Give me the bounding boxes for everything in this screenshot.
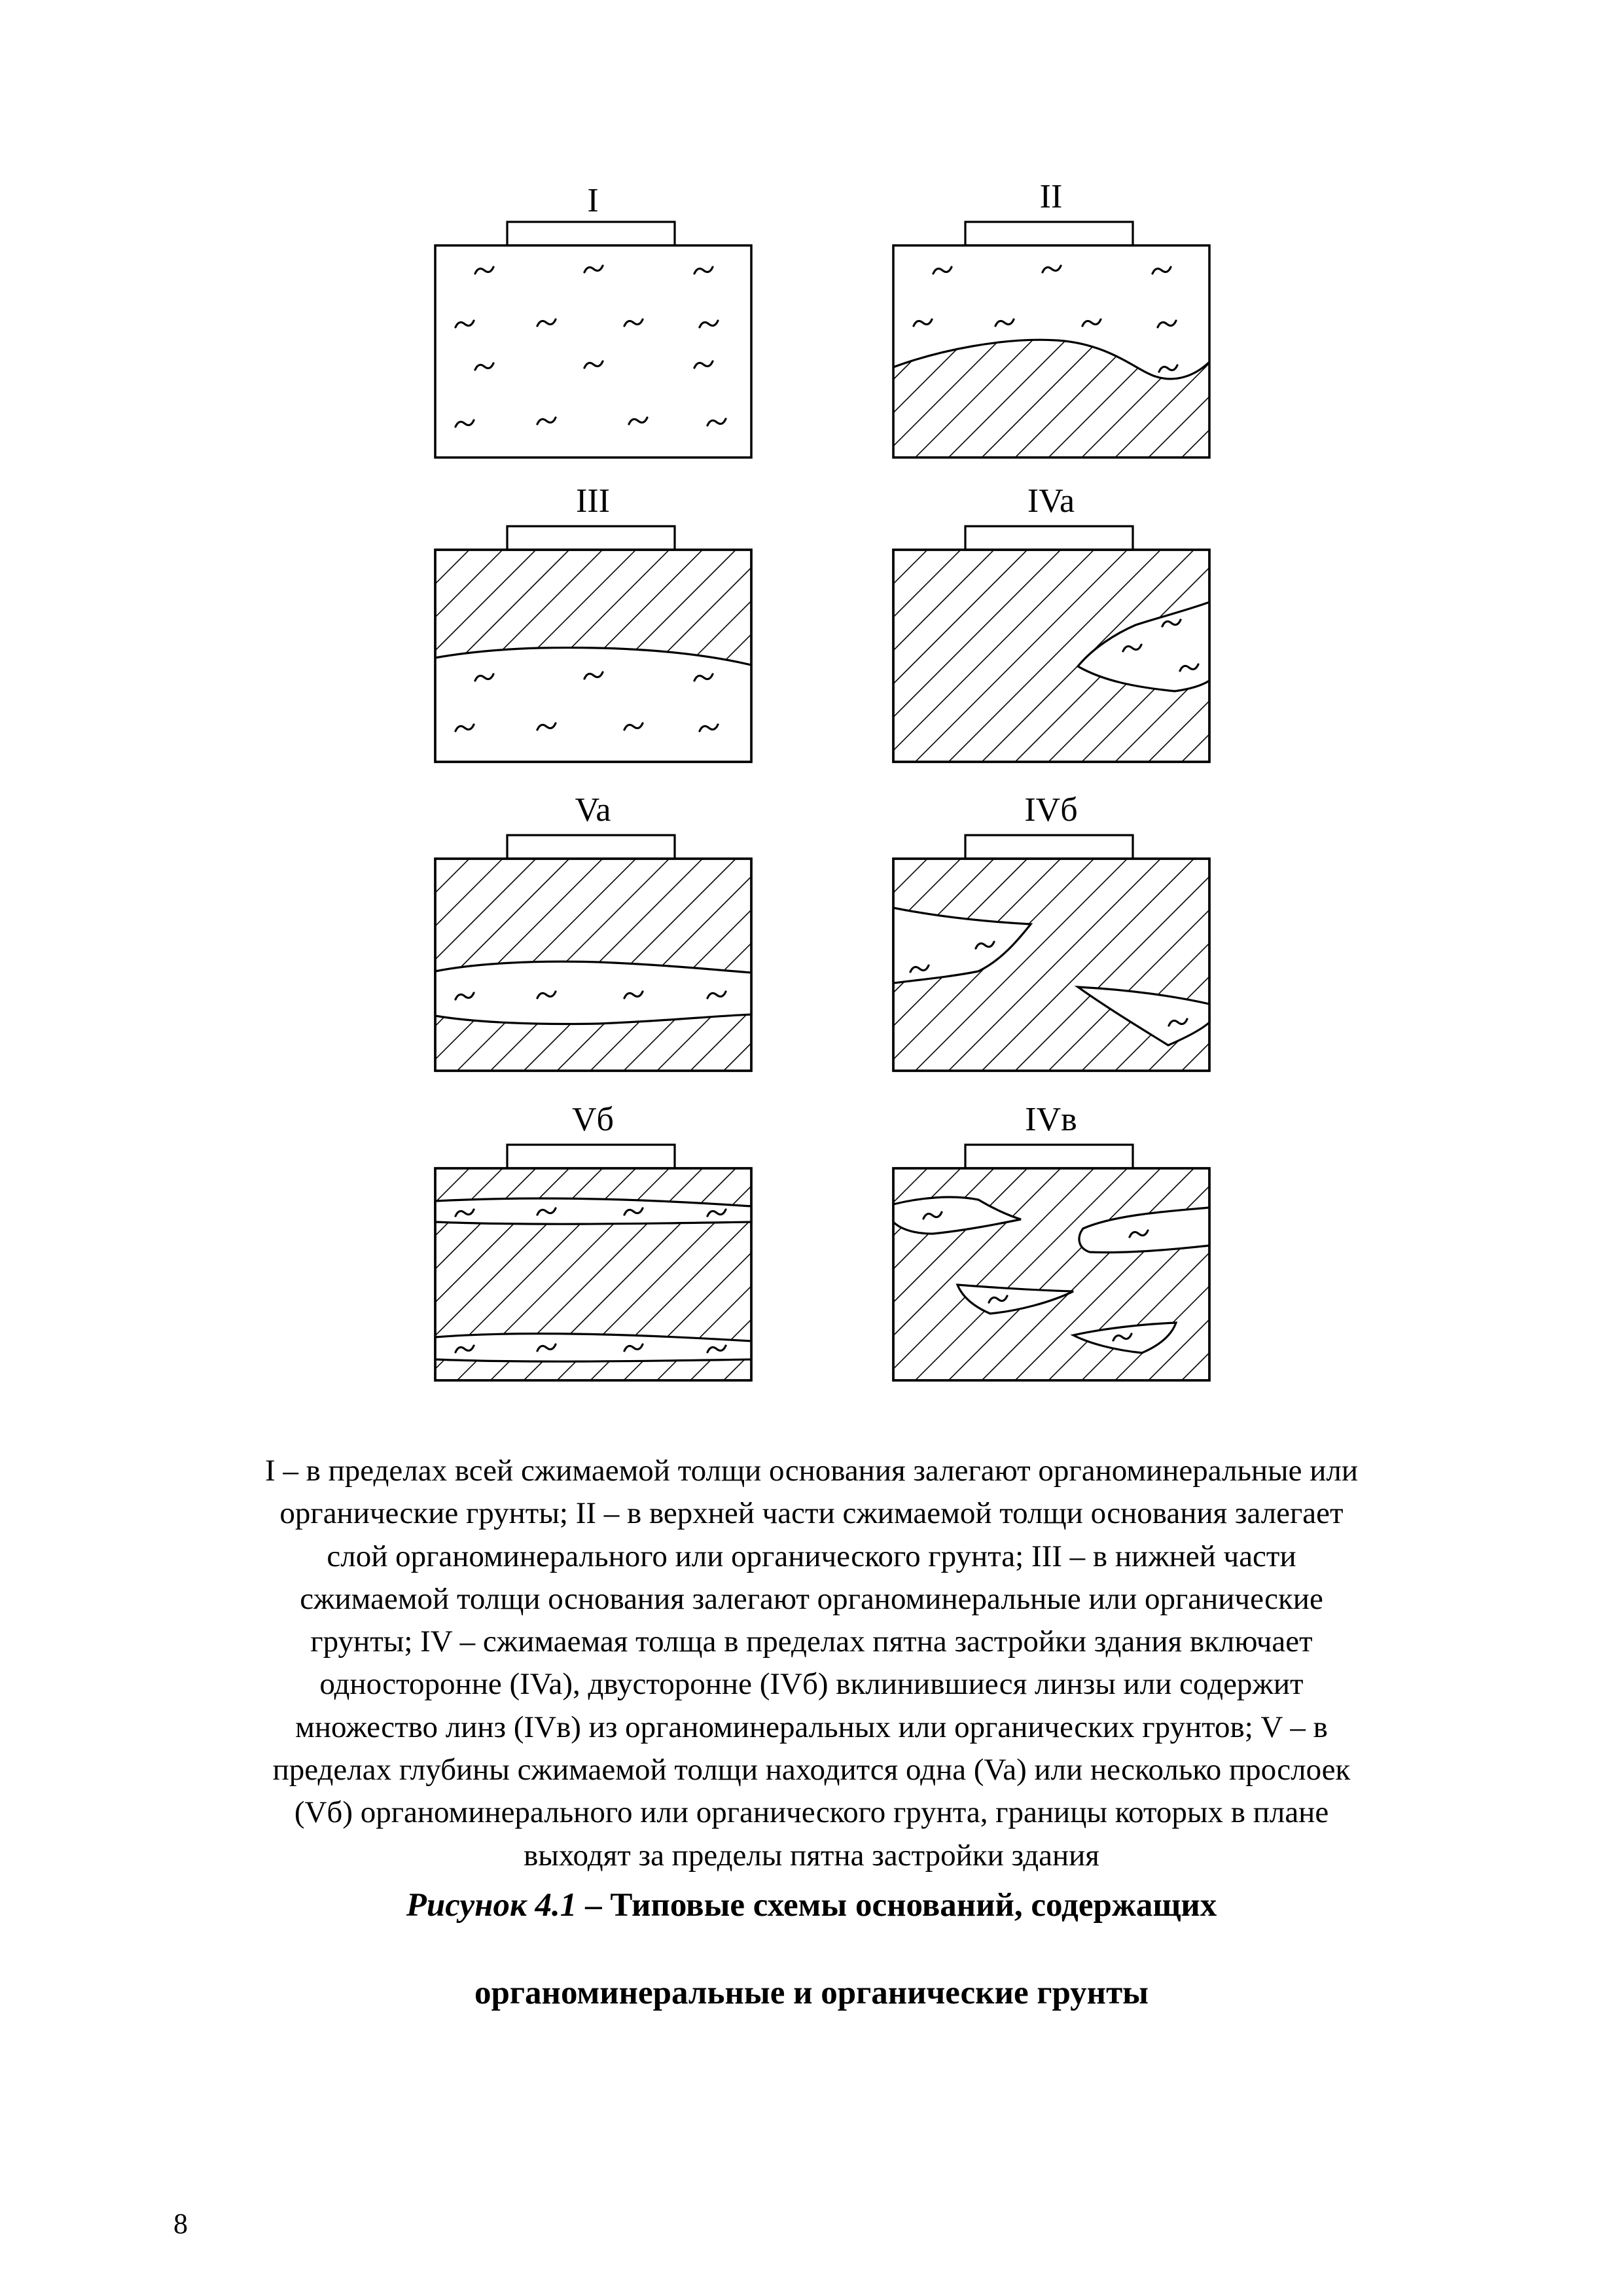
caption-line: пределах глубины сжимаемой толщи находится одна (Va) или несколько прослоек	[272, 1753, 1351, 1787]
panel-Vb	[435, 1101, 751, 1380]
figure-caption	[144, 1450, 1479, 1877]
page-number: 8	[173, 2208, 188, 2240]
panel-III	[435, 482, 751, 762]
organic-soil-layer	[435, 648, 751, 762]
organic-interlayer-lower	[435, 1334, 751, 1362]
soil-frame	[435, 245, 751, 457]
figure-title-text-1: – Типовые схемы оснований, содержащих	[577, 1887, 1217, 1924]
panel-label: IVa	[1027, 482, 1075, 520]
figure-title-text-2: органоминеральные и органические грунты	[474, 1975, 1149, 2011]
caption-line: (Vб) органоминерального или органического грунта, границы которых в плане	[294, 1795, 1329, 1830]
foundation-block	[965, 1145, 1133, 1168]
foundation-block	[507, 835, 675, 859]
caption-line: слой органоминерального или органического грунта; III – в нижней части	[327, 1539, 1296, 1573]
caption-line: множество линз (IVв) из органоминеральных или органических грунтов; V – в	[295, 1710, 1328, 1744]
foundation-block	[965, 835, 1133, 859]
figure-number: Рисунок 4.1	[406, 1887, 577, 1924]
panel-IVb	[893, 791, 1209, 1071]
figure-title	[144, 1885, 1479, 2013]
panel-label: III	[576, 482, 610, 520]
panel-IVa	[893, 482, 1209, 762]
caption-line: I – в пределах всей сжимаемой толщи основания залегают органоминеральные или	[265, 1454, 1358, 1488]
caption-line: односторонне (IVa), двусторонне (IVб) вклинившиеся линзы или содержит	[319, 1667, 1304, 1702]
panel-label: II	[1039, 178, 1063, 215]
panel-label: IVв	[1025, 1101, 1077, 1138]
panel-label: Vб	[571, 1101, 615, 1138]
caption-line: органические грунты; II – в верхней части сжимаемой толщи основания залегает	[279, 1496, 1344, 1531]
caption-line: выходят за пределы пятна застройки здания	[524, 1838, 1099, 1873]
panel-I	[435, 182, 751, 457]
caption-line: грунты; IV – сжимаемая толща в пределах пятна застройки здания включает	[310, 1624, 1313, 1659]
foundation-block	[507, 222, 675, 245]
caption-line: сжимаемой толщи основания залегают органоминеральные или органические	[300, 1581, 1323, 1616]
figure-title-line-1	[144, 1885, 1479, 1926]
panel-II	[893, 178, 1209, 457]
panel-label: Va	[575, 791, 611, 829]
panel-Va	[435, 791, 751, 1071]
panel-label: IVб	[1024, 791, 1078, 829]
foundation-block	[507, 526, 675, 550]
foundation-block	[965, 526, 1133, 550]
panel-IVv	[893, 1101, 1209, 1380]
panel-label: I	[587, 182, 599, 219]
foundation-block	[965, 222, 1133, 245]
organic-interlayer	[435, 961, 751, 1024]
foundation-block	[507, 1145, 675, 1168]
